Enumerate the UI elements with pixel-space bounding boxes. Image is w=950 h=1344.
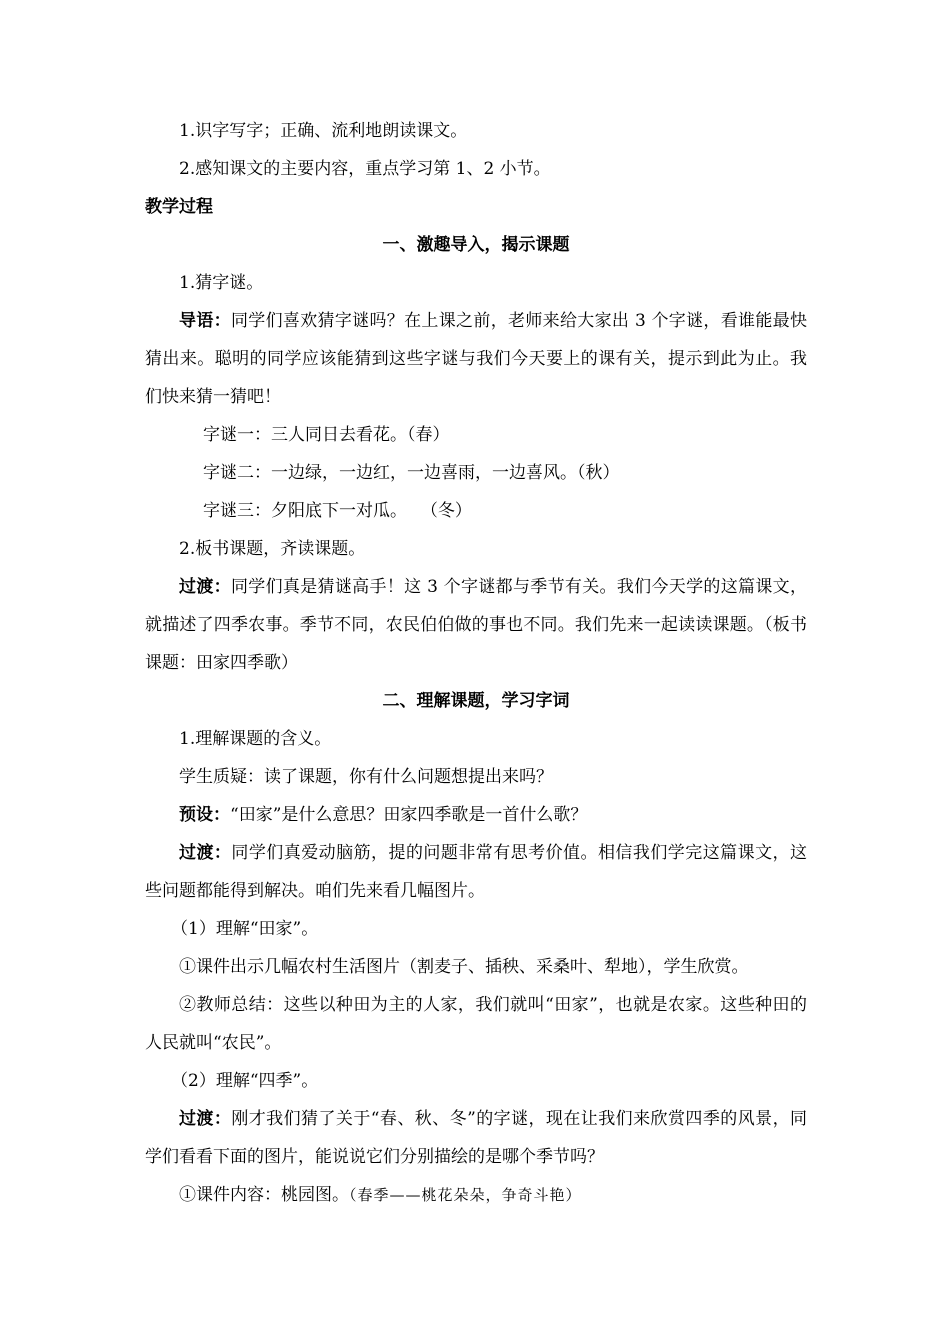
objective-1: 1.识字写字；正确、流利地朗读课文。 [179,121,468,141]
transition-text: 同学们真是猜谜高手！这 3 个字谜都与季节有关。我们今天学的这篇课文，就描述了四季农事。季节不同，农民伯伯做的事也不同。我们先来一起读读课题。（板书课题：田家四季歌） [145,577,808,673]
section2-sub1: （1）理解“田家”。 [171,919,319,939]
section2-step1: 1.理解课题的含义。 [179,729,332,749]
section2-transition2 [145,1100,807,1176]
section1-title: 一、激趣导入，揭示课题 [382,235,570,255]
section2-title: 二、理解课题，学习字词 [382,691,570,711]
transition1-text: 同学们真爱动脑筋，提的问题非常有思考价值。相信我们学完这篇课文，这些问题都能得到解决。咱们先来看几幅图片。 [145,843,808,901]
document-page [145,112,807,1214]
riddle-3: 字谜三：夕阳底下一对瓜。 （冬） [203,501,472,521]
sub1-item1: ①课件出示几幅农村生活图片（割麦子、插秧、采桑叶、犁地），学生欣赏。 [179,957,749,977]
intro-label: 导语： [179,311,231,331]
section1-intro [145,302,807,416]
section2-transition1 [145,834,807,910]
transition1-label: 过渡： [179,843,232,863]
sub1-item2: ②教师总结：这些以种田为主的人家，我们就叫“田家”，也就是农家。这些种田的人民就叫“农民”。 [145,995,807,1053]
section1-transition [145,568,807,682]
riddle-1: 字谜一：三人同日去看花。（春） [203,425,450,445]
section1-step1: 1.猜字谜。 [179,273,264,293]
preset-label: 预设： [179,805,230,825]
riddle-2: 字谜二：一边绿，一边红，一边喜雨，一边喜风。（秋） [203,463,620,483]
preset-text: “田家”是什么意思？田家四季歌是一首什么歌？ [230,805,588,825]
transition-label: 过渡： [179,577,231,597]
transition2-text: 刚才我们猜了关于“春、秋、冬”的字谜，现在让我们来欣赏四季的风景，同学们看看下面的图片，能说说它们分别描绘的是哪个季节吗？ [145,1109,808,1167]
section1-step2: 2.板书课题，齐读课题。 [179,539,366,559]
sub2-item1 [145,1176,807,1214]
sub2-item1-note: （春季——桃花朵朵，争奇斗艳） [349,1186,582,1204]
sub2-item1-main: ①课件内容：桃园图。 [179,1185,349,1205]
section2-sub2: （2）理解“四季”。 [171,1071,319,1091]
intro-text: 同学们喜欢猜字谜吗？在上课之前，老师来给大家出 3 个字谜，看谁能最快猜出来。聪明的同学应该能猜到这些字谜与我们今天要上的课有关，提示到此为止。我们快来猜一猜吧！ [145,311,808,407]
process-title: 教学过程 [145,197,213,217]
section2-preset [145,796,807,834]
transition2-label: 过渡： [179,1109,232,1129]
objective-2: 2.感知课文的主要内容，重点学习第 1、2 小节。 [179,159,551,179]
section2-question: 学生质疑：读了课题，你有什么问题想提出来吗？ [179,767,553,787]
